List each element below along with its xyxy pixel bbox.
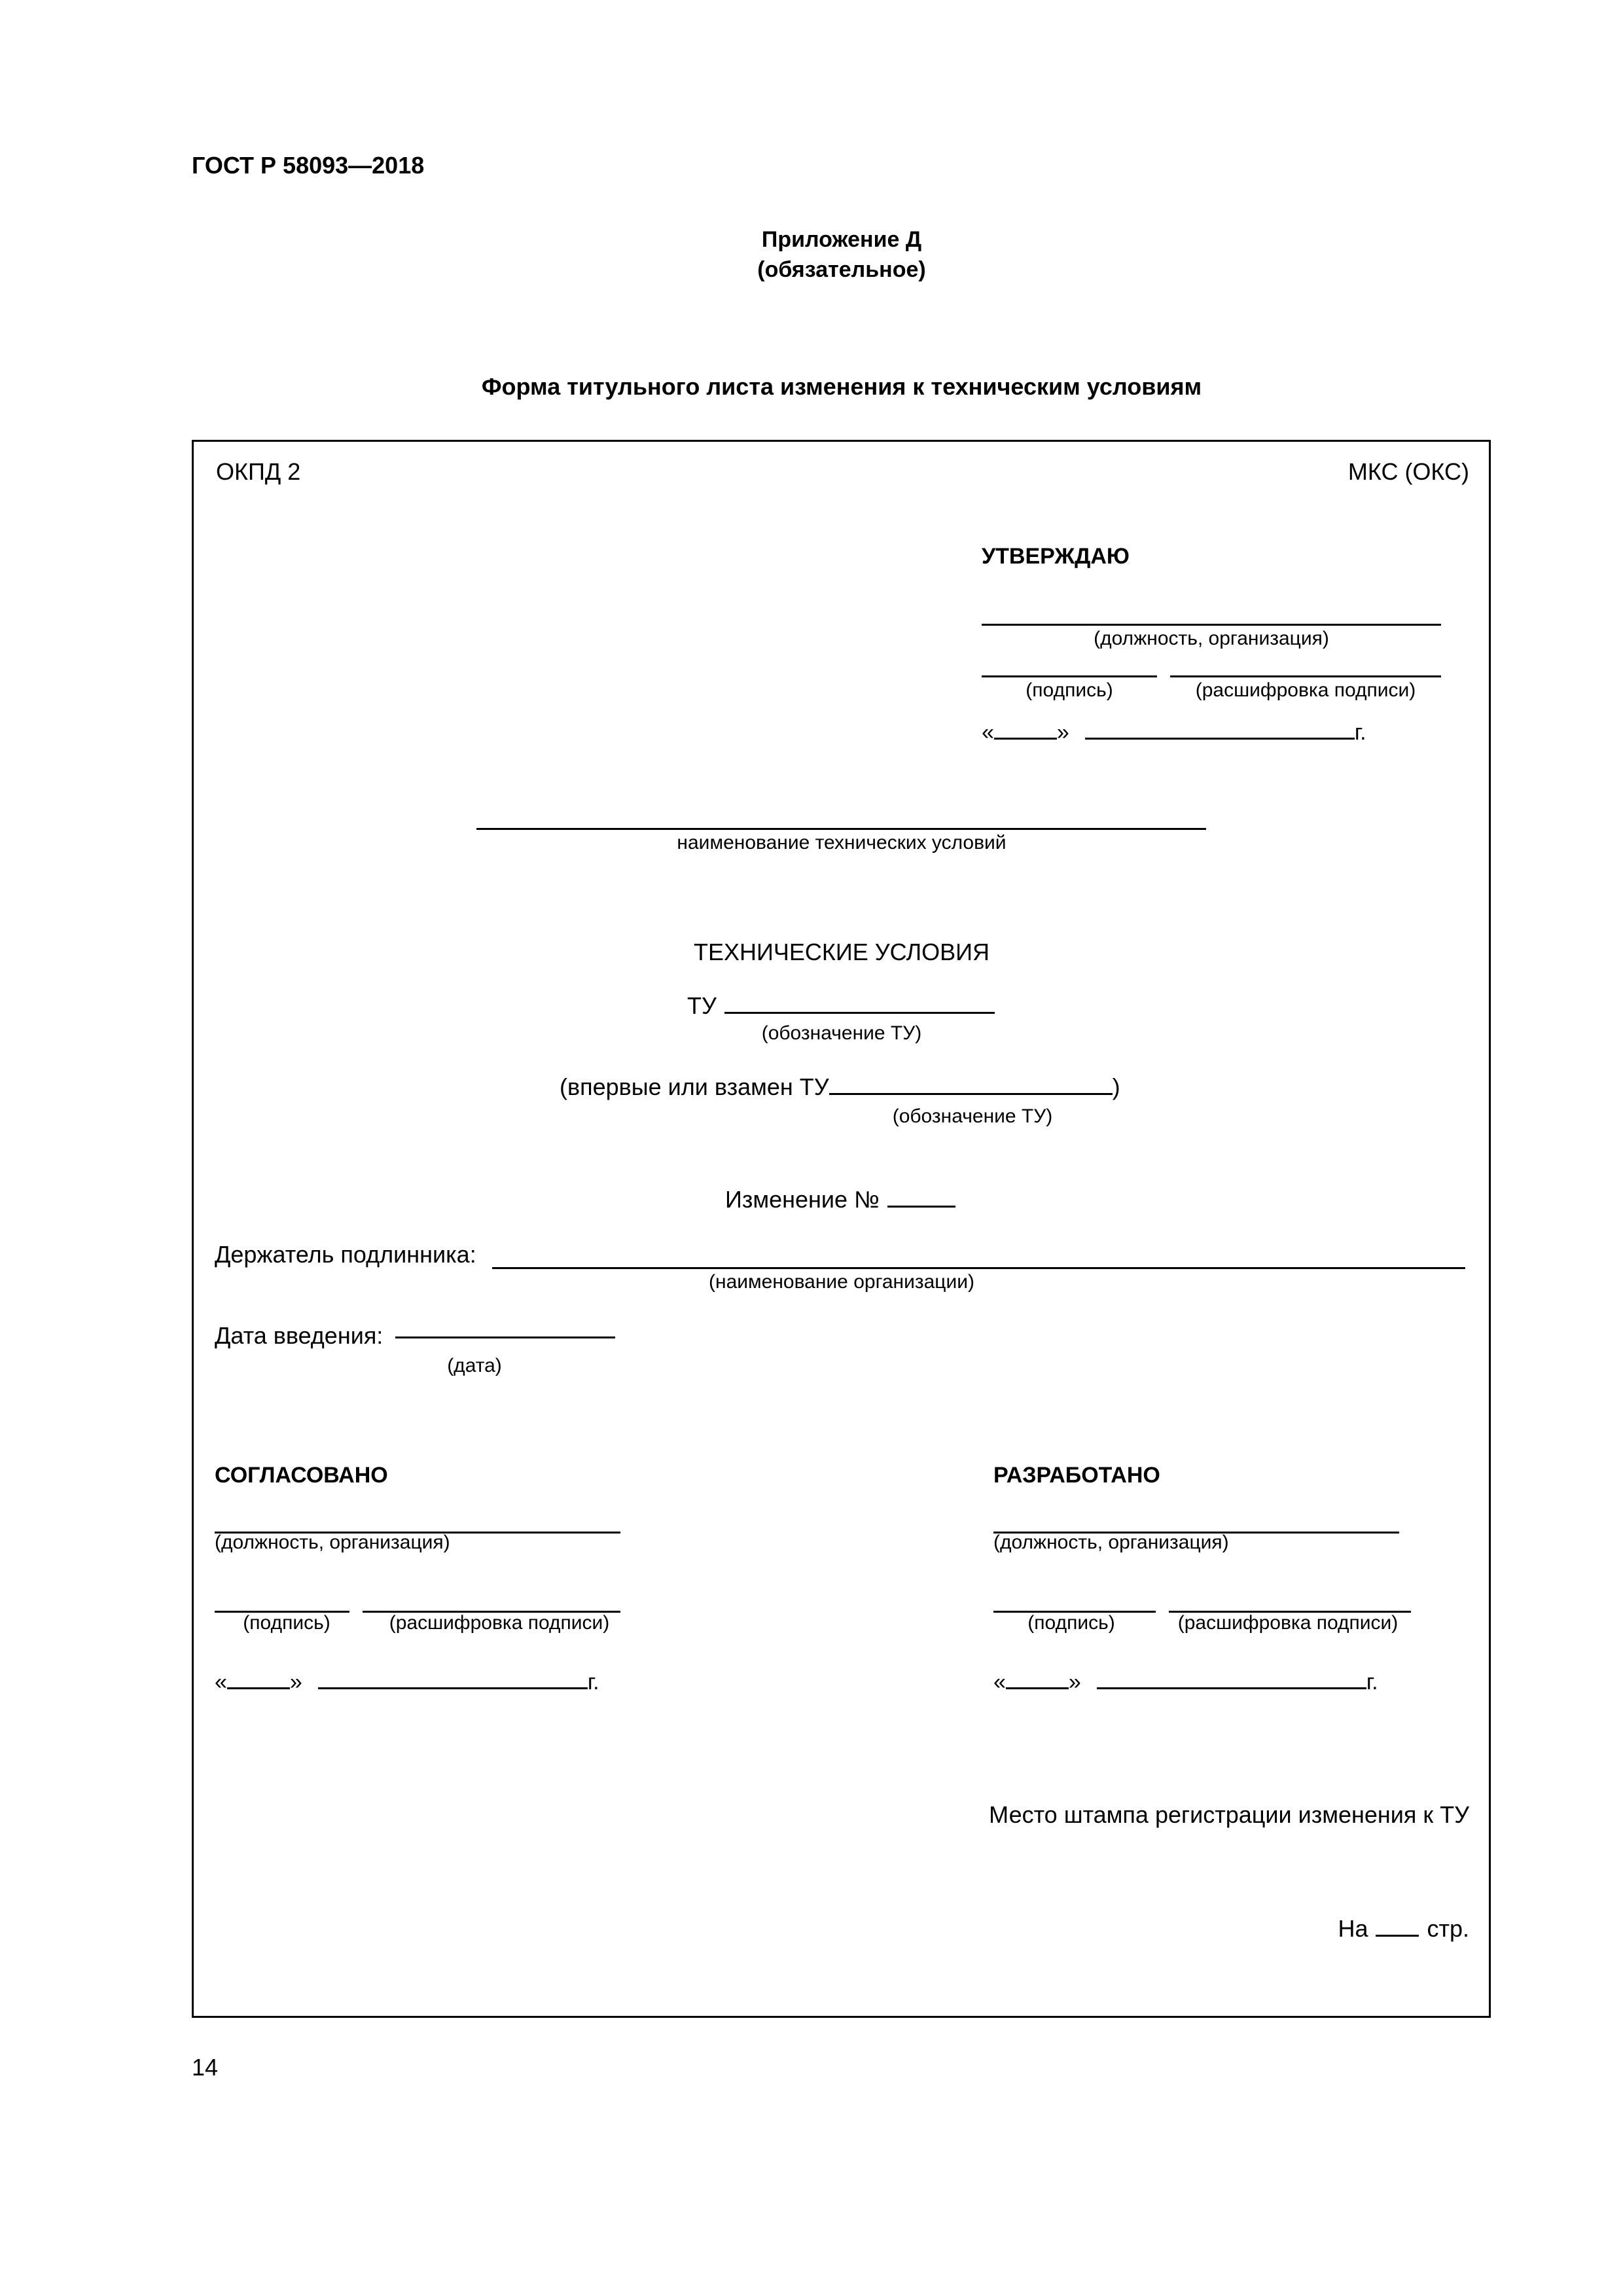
- pages-suffix: стр.: [1427, 1915, 1469, 1942]
- replace-tu-blank[interactable]: [829, 1073, 1113, 1095]
- developed-signature-caption: (подпись): [1027, 1612, 1115, 1634]
- page-title: Форма титульного листа изменения к техническим условиям: [481, 373, 1202, 400]
- tech-conditions-title: ТЕХНИЧЕСКИЕ УСЛОВИЯ: [694, 939, 990, 965]
- change-number-blank[interactable]: [887, 1186, 955, 1208]
- agreed-position-caption: (должность, организация): [215, 1532, 450, 1553]
- first-or-replace: [560, 1073, 1120, 1101]
- agreed-date: [215, 1668, 599, 1695]
- date-label: Дата введения:: [215, 1322, 383, 1349]
- date-line[interactable]: [395, 1336, 615, 1338]
- holder-label: Держатель подлинника:: [215, 1241, 476, 1268]
- change-label: Изменение №: [725, 1186, 880, 1213]
- tu-name-caption: наименование технических условий: [677, 832, 1007, 853]
- first-or-replace-suffix: ): [1112, 1073, 1120, 1100]
- agreed-heading: СОГЛАСОВАНО: [215, 1463, 388, 1488]
- developed-date: [993, 1668, 1378, 1695]
- date-caption: (дата): [447, 1355, 502, 1376]
- approve-position-caption: (должность, организация): [1094, 628, 1329, 649]
- year-suffix: г.: [1366, 1670, 1378, 1695]
- holder-caption: (наименование организации): [709, 1271, 974, 1293]
- page-number: 14: [192, 2054, 219, 2081]
- approve-signature-caption: (подпись): [1026, 679, 1113, 701]
- approve-signature-line[interactable]: [982, 675, 1157, 677]
- approve-date: [982, 718, 1366, 745]
- pages-blank[interactable]: [1376, 1915, 1419, 1937]
- agreed-name-caption: (расшифровка подписи): [389, 1612, 610, 1634]
- standard-number: ГОСТ Р 58093—2018: [192, 152, 425, 179]
- approve-heading: УТВЕРЖДАЮ: [982, 544, 1130, 569]
- approve-month-blank[interactable]: [1085, 718, 1355, 740]
- quote-close: »: [1056, 720, 1069, 745]
- approve-day-blank[interactable]: [994, 718, 1057, 740]
- change-number: [725, 1186, 955, 1213]
- tu-designation: [687, 992, 995, 1020]
- developed-month-blank[interactable]: [1097, 1668, 1366, 1689]
- quote-open: «: [982, 720, 994, 745]
- agreed-day-blank[interactable]: [227, 1668, 290, 1689]
- okpd-label: ОКПД 2: [216, 458, 301, 485]
- appendix-status: (обязательное): [757, 257, 926, 282]
- mks-label: МКС (ОКС): [1347, 458, 1469, 485]
- pages-count: [1338, 1915, 1469, 1943]
- developed-position-caption: (должность, организация): [993, 1532, 1229, 1553]
- year-suffix: г.: [587, 1670, 599, 1695]
- quote-close: »: [289, 1670, 302, 1695]
- approve-name-caption: (расшифровка подписи): [1195, 679, 1416, 701]
- stamp-place: Место штампа регистрации изменения к ТУ: [989, 1801, 1469, 1828]
- approve-name-line[interactable]: [1170, 675, 1441, 677]
- quote-open: «: [993, 1670, 1006, 1695]
- holder-line[interactable]: [492, 1267, 1465, 1269]
- pages-prefix: На: [1338, 1915, 1368, 1942]
- tu-designation-blank[interactable]: [724, 992, 995, 1014]
- year-suffix: г.: [1354, 720, 1366, 745]
- appendix-label: Приложение Д: [761, 227, 922, 252]
- developed-heading: РАЗРАБОТАНО: [993, 1463, 1160, 1488]
- approve-position-line[interactable]: [982, 624, 1441, 626]
- agreed-signature-caption: (подпись): [243, 1612, 330, 1634]
- agreed-month-blank[interactable]: [318, 1668, 588, 1689]
- developed-day-blank[interactable]: [1006, 1668, 1069, 1689]
- quote-close: »: [1068, 1670, 1081, 1695]
- replace-caption: (обозначение ТУ): [892, 1105, 1053, 1127]
- quote-open: «: [215, 1670, 227, 1695]
- tu-prefix: ТУ: [687, 992, 717, 1019]
- first-or-replace-prefix: (впервые или взамен ТУ: [560, 1073, 829, 1100]
- tu-caption: (обозначение ТУ): [761, 1022, 922, 1044]
- developed-name-caption: (расшифровка подписи): [1177, 1612, 1399, 1634]
- tu-name-line[interactable]: [476, 828, 1206, 830]
